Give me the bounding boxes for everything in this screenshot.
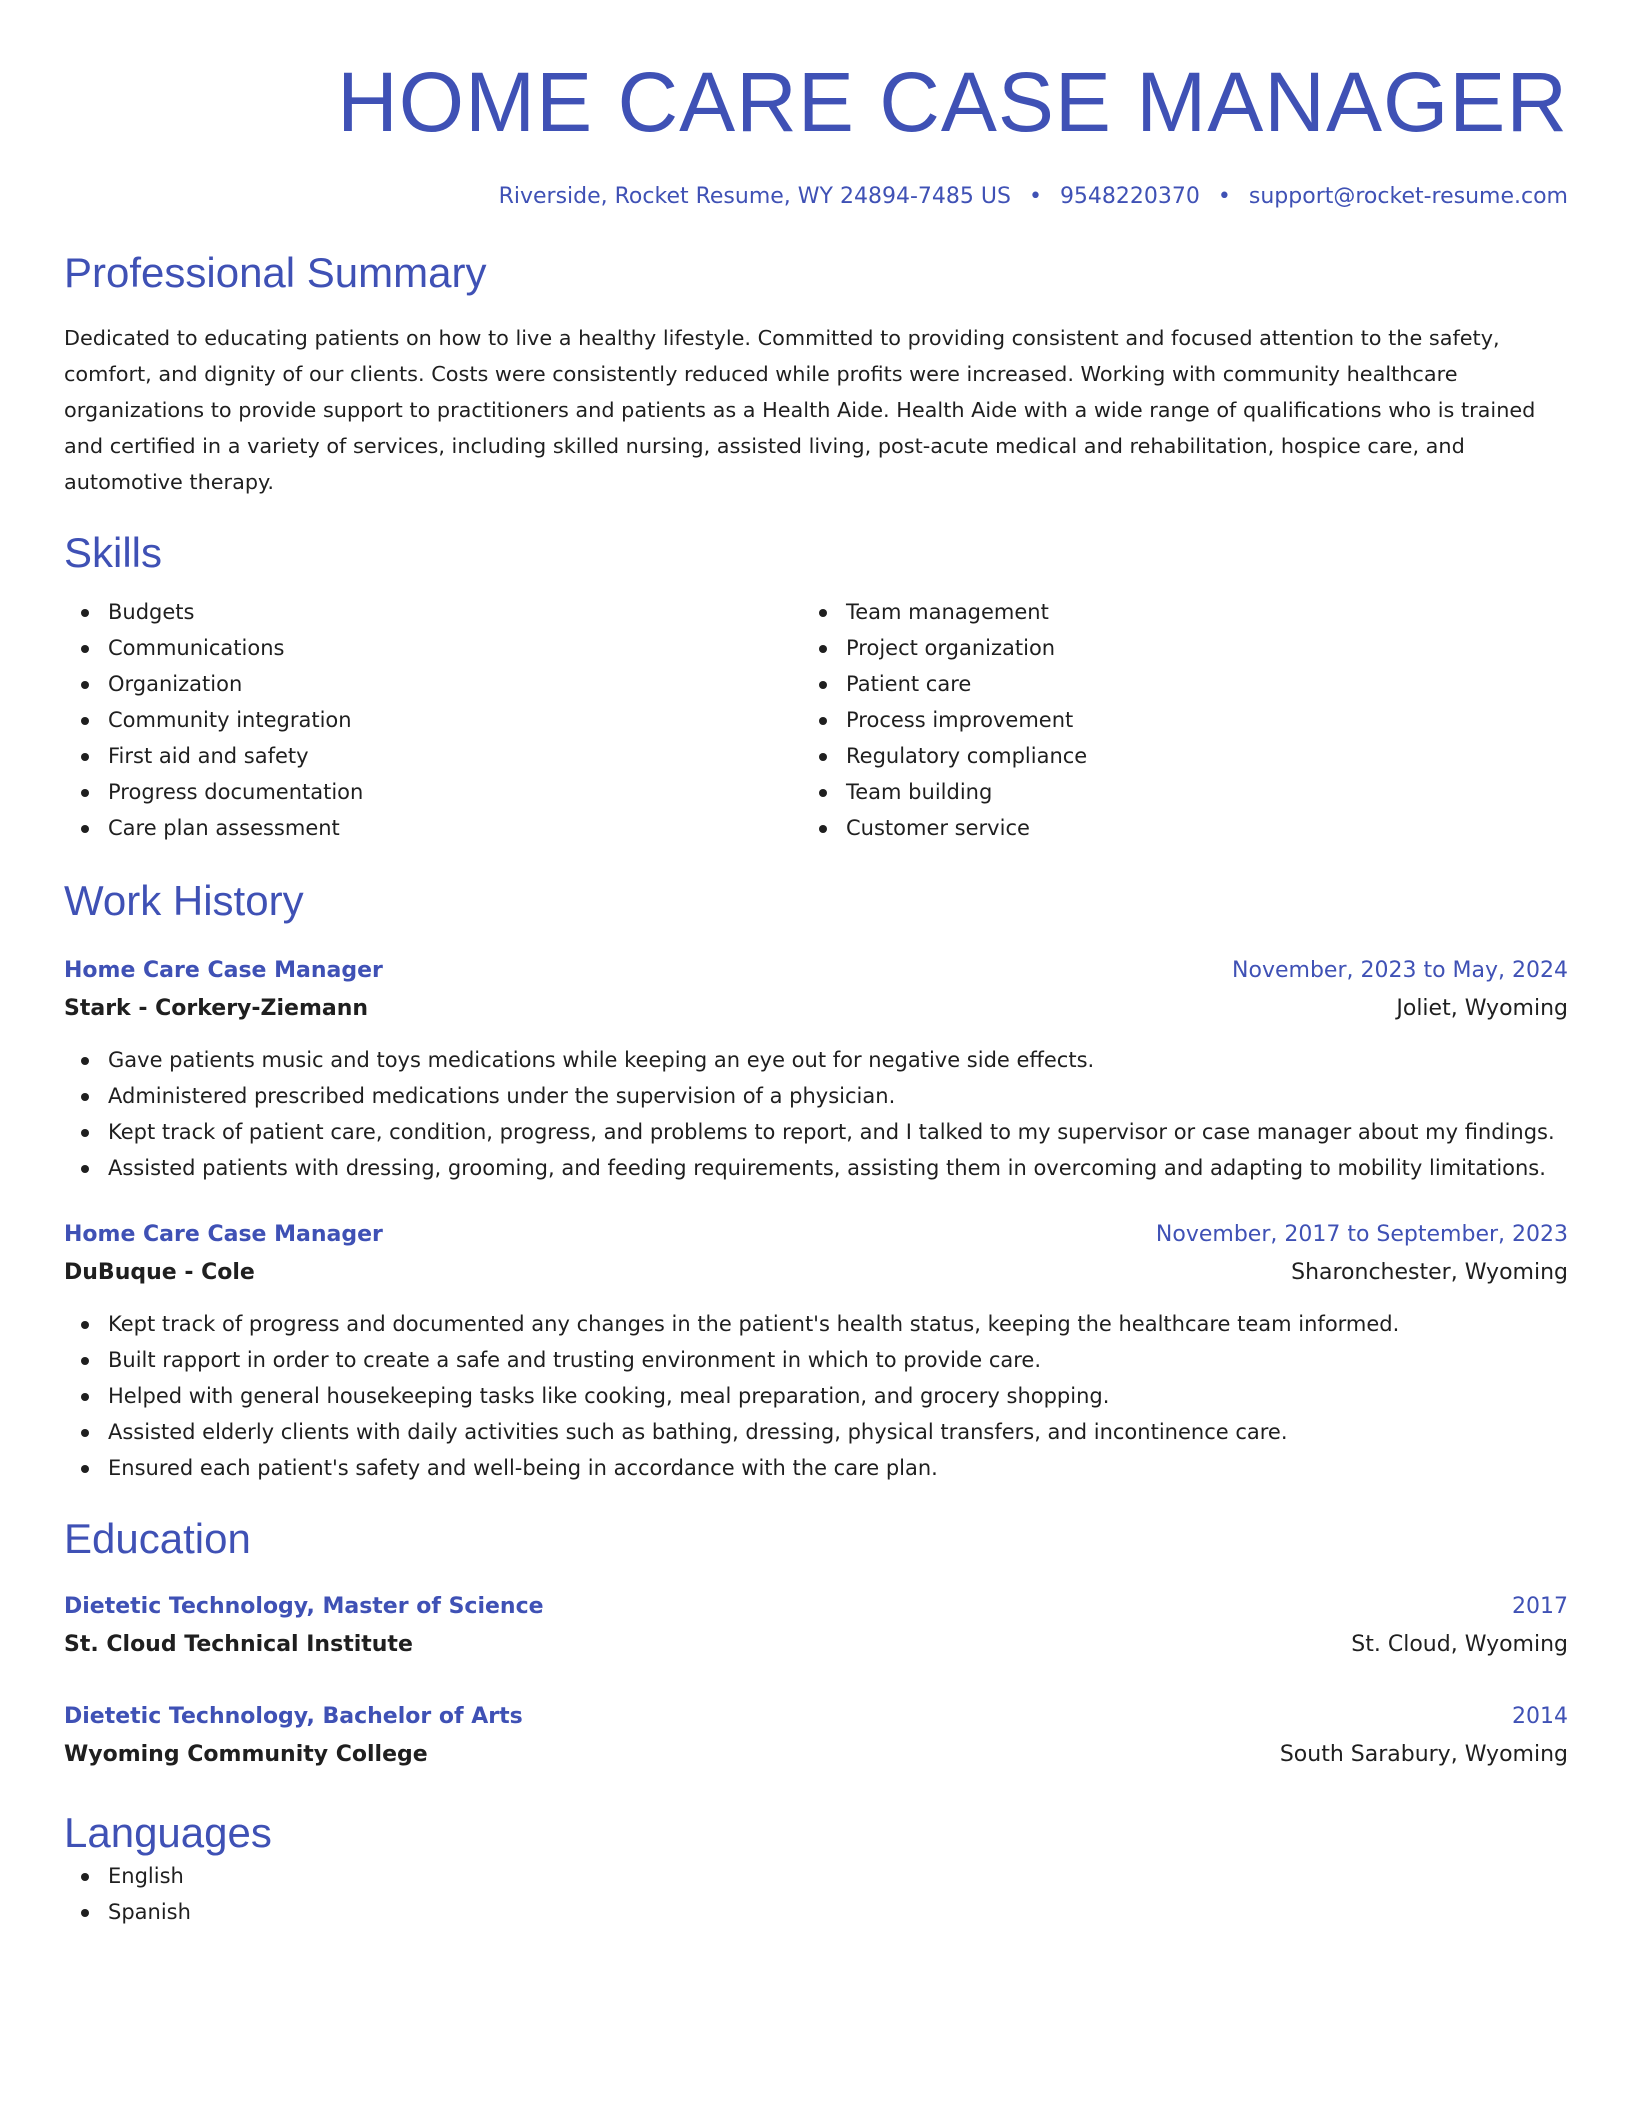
job-location: Joliet, Wyoming: [1396, 996, 1568, 1021]
section-heading-work-history: Work History: [64, 877, 304, 924]
job-duty-item: Gave patients music and toys medications while keeping an eye out for negative side effects.: [64, 1042, 1568, 1078]
education-degree: Dietetic Technology, Bachelor of Arts: [64, 1704, 523, 1729]
skill-item: Patient care: [802, 666, 1540, 702]
job-header-row: [64, 1216, 1568, 1254]
job-header-row: [64, 952, 1568, 990]
skill-item: Regulatory compliance: [802, 738, 1540, 774]
education-year: 2014: [1512, 1704, 1568, 1729]
job-duty-item: Administered prescribed medications under the supervision of a physician.: [64, 1078, 1568, 1114]
contact-line: [64, 182, 1568, 212]
contact-email: support@rocket-resume.com: [1248, 184, 1568, 209]
job-duty-item: Kept track of patient care, condition, progress, and problems to report, and I talked to my supervisor or case manager about my findings.: [64, 1114, 1568, 1150]
section-heading-education: Education: [64, 1515, 251, 1562]
skills-section: [64, 528, 1568, 846]
job-duty-item: Kept track of progress and documented any changes in the patient's health status, keeping the healthcare team informed.: [64, 1306, 1568, 1342]
education-degree: Dietetic Technology, Master of Science: [64, 1594, 544, 1619]
job-title: Home Care Case Manager: [64, 1222, 383, 1247]
contact-address: Riverside, Rocket Resume, WY 24894-7485 US: [498, 184, 1011, 209]
job-duties-list: [64, 1306, 1568, 1486]
contact-separator: •: [1028, 184, 1042, 209]
section-heading-languages: Languages: [64, 1809, 272, 1856]
contact-phone: 9548220370: [1059, 184, 1200, 209]
language-item: Spanish: [64, 1894, 1568, 1930]
job-duties-list: [64, 1042, 1568, 1186]
education-location: St. Cloud, Wyoming: [1351, 1632, 1568, 1657]
education-school-row: [64, 1626, 1568, 1664]
skills-list-left: [64, 594, 802, 846]
languages-section: [64, 1808, 1568, 1930]
skill-item: Team management: [802, 594, 1540, 630]
skill-item: Community integration: [64, 702, 802, 738]
job-duty-item: Helped with general housekeeping tasks like cooking, meal preparation, and grocery shopping.: [64, 1378, 1568, 1414]
languages-list: [64, 1858, 1568, 1930]
skills-column-right: [802, 594, 1540, 846]
education-school-row: [64, 1736, 1568, 1774]
education-school: Wyoming Community College: [64, 1742, 428, 1767]
job-duty-item: Ensured each patient's safety and well-being in accordance with the care plan.: [64, 1450, 1568, 1486]
skill-item: Team building: [802, 774, 1540, 810]
job-dates: November, 2017 to September, 2023: [1155, 1222, 1568, 1247]
job-title: Home Care Case Manager: [64, 958, 383, 983]
job-entry: [64, 1216, 1568, 1486]
skill-item: Project organization: [802, 630, 1540, 666]
job-duty-item: Assisted elderly clients with daily activities such as bathing, dressing, physical transfers, and incontinence care.: [64, 1414, 1568, 1450]
education-school: St. Cloud Technical Institute: [64, 1632, 413, 1657]
skill-item: Budgets: [64, 594, 802, 630]
skill-item: First aid and safety: [64, 738, 802, 774]
skills-grid: [64, 594, 1568, 846]
section-heading-summary: Professional Summary: [64, 249, 487, 296]
language-item: English: [64, 1858, 1568, 1894]
education-location: South Sarabury, Wyoming: [1279, 1742, 1568, 1767]
job-company: Stark - Corkery-Ziemann: [64, 996, 369, 1021]
skill-item: Organization: [64, 666, 802, 702]
skill-item: Customer service: [802, 810, 1540, 846]
education-year: 2017: [1512, 1594, 1568, 1619]
education-entry: [64, 1588, 1568, 1664]
education-header-row: [64, 1698, 1568, 1736]
job-entry: [64, 952, 1568, 1186]
resume-title: HOME CARE CASE MANAGER: [337, 55, 1568, 149]
skills-list-right: [802, 594, 1540, 846]
skill-item: Communications: [64, 630, 802, 666]
job-dates: November, 2023 to May, 2024: [1232, 958, 1568, 983]
education-header-row: [64, 1588, 1568, 1626]
job-company-row: [64, 990, 1568, 1028]
skill-item: Process improvement: [802, 702, 1540, 738]
job-company: DuBuque - Cole: [64, 1260, 255, 1285]
section-heading-skills: Skills: [64, 529, 163, 576]
work-history-section: [64, 876, 1568, 1486]
job-company-row: [64, 1254, 1568, 1292]
skill-item: Progress documentation: [64, 774, 802, 810]
job-duty-item: Built rapport in order to create a safe and trusting environment in which to provide care.: [64, 1342, 1568, 1378]
education-entry: [64, 1698, 1568, 1774]
education-section: [64, 1514, 1568, 1774]
skill-item: Care plan assessment: [64, 810, 802, 846]
job-duty-item: Assisted patients with dressing, grooming, and feeding requirements, assisting them in overcoming and adapting to mobility limitations.: [64, 1150, 1568, 1186]
job-location: Sharonchester, Wyoming: [1291, 1260, 1568, 1285]
contact-separator: •: [1217, 184, 1231, 209]
skills-column-left: [64, 594, 802, 846]
summary-text: Dedicated to educating patients on how to live a healthy lifestyle. Committed to providing consistent and focused attention to the safety, comfort, and dignity of our clients. Costs were consistently reduced while profits were increased. Working with community healthcare organizations to provide support to practitioners and patients as a Health Aide. Health Aide with a wide range of qualifications who is trained and certified in a variety of services, including skilled nursing, assisted living, post-acute medical and rehabilitation, hospice care, and automotive therapy.: [64, 326, 1536, 494]
professional-summary-section: [64, 248, 1568, 500]
